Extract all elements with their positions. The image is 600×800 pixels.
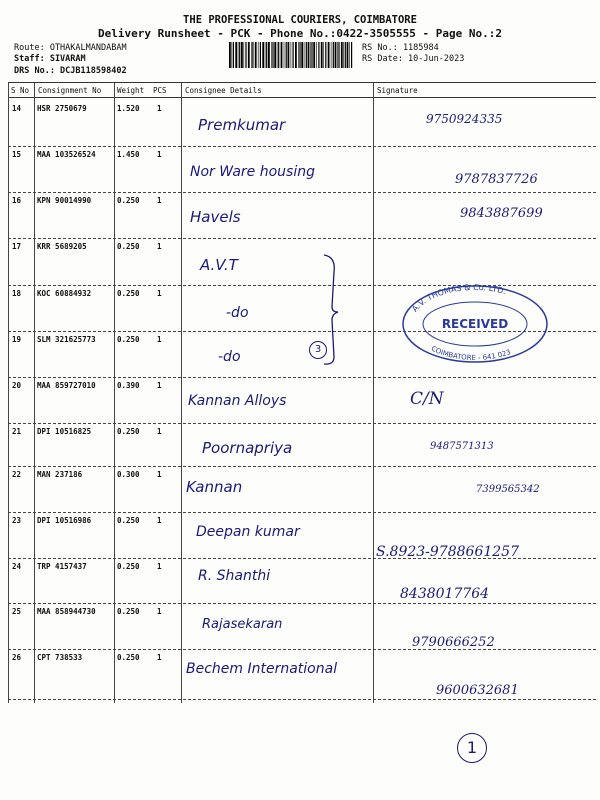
- row-divider: [8, 649, 596, 650]
- barcode-bar: [331, 42, 332, 68]
- row-consignee: A.V.T: [200, 256, 238, 274]
- row-weight: 0.250: [117, 562, 140, 571]
- barcode-bar: [271, 42, 272, 68]
- barcode-bar: [233, 42, 234, 68]
- col-header-sno: S No: [11, 86, 30, 95]
- row-divider: [8, 377, 596, 378]
- barcode-bar: [311, 42, 312, 68]
- row-pcs: 1: [157, 653, 162, 662]
- row-divider: [8, 699, 596, 700]
- barcode-bar: [258, 42, 259, 68]
- row-sno: 15: [12, 150, 22, 159]
- row-signature: C/N: [410, 389, 444, 409]
- row-consignee: Havels: [190, 208, 241, 226]
- stamp-center-text: RECEIVED: [441, 317, 509, 331]
- row-weight: 0.250: [117, 653, 140, 662]
- barcode-bar: [266, 42, 267, 68]
- stamp-top-text: A.V. THOMAS & Co. LTD.: [410, 282, 508, 314]
- barcode-bar: [301, 42, 303, 68]
- barcode-bar: [298, 42, 299, 68]
- row-consignee: Deepan kumar: [196, 524, 300, 540]
- barcode-bar: [288, 42, 290, 68]
- row-pcs: 1: [157, 562, 162, 571]
- barcode-bar: [255, 42, 257, 68]
- row-signature: 7399565342: [476, 484, 540, 495]
- row-divider: [8, 146, 596, 147]
- row-consignee: Bechem International: [186, 661, 338, 677]
- row-consignment-no: DPI 10516825: [37, 427, 92, 436]
- row-consignee: Rajasekaran: [202, 617, 283, 632]
- row-consignee: Poornapriya: [202, 439, 293, 457]
- row-sno: 25: [12, 607, 22, 616]
- row-weight: 0.250: [117, 242, 140, 251]
- row-sno: 14: [12, 104, 22, 113]
- row-weight: 0.250: [117, 196, 140, 205]
- barcode-bar: [278, 42, 279, 68]
- row-consignment-no: DPI 10516986: [37, 516, 92, 525]
- barcode-bar: [235, 42, 237, 68]
- barcode-bar: [229, 42, 231, 68]
- barcode-bar: [232, 42, 233, 68]
- row-signature: 9790666252: [412, 635, 495, 650]
- svg-text:A.V. THOMAS & Co. LTD.: [410, 283, 507, 314]
- barcode-bar: [347, 42, 349, 68]
- row-sno: 17: [12, 242, 22, 251]
- col-header-pcs: PCS: [153, 86, 167, 95]
- row-weight: 0.300: [117, 470, 140, 479]
- row-pcs: 1: [157, 516, 162, 525]
- route-label: Route: OTHAKALMANDABAM: [14, 43, 127, 53]
- barcode-bar: [299, 42, 300, 68]
- row-sno: 22: [12, 470, 22, 479]
- row-consignee: -do: [226, 305, 249, 321]
- barcode-bar: [345, 42, 346, 68]
- col-divider: [181, 83, 182, 703]
- row-pcs: 1: [157, 607, 162, 616]
- row-divider: [8, 603, 596, 604]
- table-top-rule: [8, 82, 596, 83]
- row-consignment-no: HSR 2750679: [37, 104, 87, 113]
- barcode-bar: [238, 42, 239, 68]
- barcode-bar: [313, 42, 315, 68]
- row-sno: 21: [12, 427, 22, 436]
- row-pcs: 1: [157, 289, 162, 298]
- row-consignment-no: SLM 321625773: [37, 335, 96, 344]
- barcode-bar: [286, 42, 287, 68]
- barcode-bar: [341, 42, 343, 68]
- barcode-bar: [328, 42, 330, 68]
- barcode-bar: [310, 42, 311, 68]
- row-divider: [8, 558, 596, 559]
- row-divider: [8, 238, 596, 239]
- row-signature: 9750924335: [426, 112, 503, 126]
- row-consignment-no: KRR 5689205: [37, 242, 87, 251]
- row-divider: [8, 512, 596, 513]
- row-consignment-no: MAA 103526524: [37, 150, 96, 159]
- row-consignee: R. Shanthi: [198, 568, 271, 584]
- row-divider: [8, 466, 596, 467]
- company-title: THE PROFESSIONAL COURIERS, COIMBATORE: [183, 14, 417, 26]
- row-sno: 19: [12, 335, 22, 344]
- row-pcs: 1: [157, 470, 162, 479]
- barcode-bar: [239, 42, 240, 68]
- row-consignee: Nor Ware housing: [190, 164, 315, 180]
- row-consignment-no: MAA 859727010: [37, 381, 96, 390]
- circled-count: 3: [309, 341, 327, 359]
- barcode-bar: [321, 42, 323, 68]
- barcode-bar: [248, 42, 250, 68]
- row-consignment-no: CPT 738533: [37, 653, 83, 662]
- barcode-bar: [291, 42, 292, 68]
- barcode-bar: [265, 42, 266, 68]
- barcode-bar: [281, 42, 283, 68]
- col-divider: [373, 83, 374, 703]
- page-mark: 1: [457, 733, 487, 763]
- barcode-bar: [318, 42, 319, 68]
- drs-number: DRS No.: DCJB118598402: [14, 66, 127, 76]
- barcode-bar: [244, 42, 245, 68]
- row-pcs: 1: [157, 196, 162, 205]
- barcode-bar: [351, 42, 352, 68]
- row-sno: 16: [12, 196, 22, 205]
- row-sno: 18: [12, 289, 22, 298]
- barcode-bar: [245, 42, 246, 68]
- barcode-bar: [295, 42, 297, 68]
- barcode-bar: [349, 42, 350, 68]
- barcode-bar: [335, 42, 337, 68]
- row-weight: 0.250: [117, 289, 140, 298]
- barcode-bar: [343, 42, 344, 68]
- row-pcs: 1: [157, 104, 162, 113]
- row-weight: 0.250: [117, 427, 140, 436]
- row-weight: 0.250: [117, 516, 140, 525]
- barcode-bar: [284, 42, 285, 68]
- row-divider: [8, 192, 596, 193]
- barcode-bar: [241, 42, 243, 68]
- row-consignee: -do: [218, 349, 241, 365]
- col-divider: [34, 83, 35, 703]
- col-header-consignee: Consignee Details: [185, 86, 262, 95]
- barcode-bar: [274, 42, 276, 68]
- row-consignment-no: KPN 90014990: [37, 196, 92, 205]
- row-sno: 20: [12, 381, 22, 390]
- rs-number: RS No.: 1185984: [362, 43, 439, 53]
- barcode-bar: [316, 42, 317, 68]
- row-weight: 1.520: [117, 104, 140, 113]
- row-sno: 26: [12, 653, 22, 662]
- staff-label: Staff: SIVARAM: [14, 54, 86, 64]
- col-divider: [114, 83, 115, 703]
- row-weight: 0.250: [117, 335, 140, 344]
- row-weight: 1.450: [117, 150, 140, 159]
- col-divider: [8, 83, 9, 703]
- col-header-consignment: Consignment No: [38, 86, 102, 95]
- barcode-bar: [293, 42, 294, 68]
- row-pcs: 1: [157, 427, 162, 436]
- row-consignment-no: KOC 60884932: [37, 289, 92, 298]
- row-consignee: Kannan Alloys: [188, 393, 287, 409]
- barcode-bar: [268, 42, 270, 68]
- barcode-bar: [251, 42, 252, 68]
- row-sno: 24: [12, 562, 22, 571]
- row-pcs: 1: [157, 242, 162, 251]
- row-pcs: 1: [157, 381, 162, 390]
- stamp-bottom-text: COIMBATORE - 641 023: [429, 344, 512, 363]
- barcode-bar: [337, 42, 338, 68]
- row-signature: 9600632681: [436, 683, 519, 698]
- barcode-bar: [304, 42, 305, 68]
- barcode-bar: [252, 42, 253, 68]
- col-header-signature: Signature: [377, 86, 418, 95]
- runsheet-subtitle: Delivery Runsheet - PCK - Phone No.:0422-3505555 - Page No.:2: [98, 27, 502, 40]
- barcode-bar: [306, 42, 307, 68]
- row-weight: 0.390: [117, 381, 140, 390]
- row-consignment-no: MAA 858944730: [37, 607, 96, 616]
- row-pcs: 1: [157, 150, 162, 159]
- barcode-bar: [338, 42, 339, 68]
- row-signature: 9843887699: [460, 206, 543, 221]
- barcode-bar: [272, 42, 273, 68]
- row-signature: S.8923-9788661257: [376, 544, 519, 560]
- barcode-bar: [260, 42, 261, 68]
- barcode-bar: [333, 42, 334, 68]
- row-consignment-no: MAN 237186: [37, 470, 83, 479]
- table-header-rule: [8, 97, 596, 98]
- row-signature: 9787837726: [455, 172, 538, 187]
- row-signature: 8438017764: [400, 586, 490, 602]
- barcode-bar: [262, 42, 264, 68]
- barcode-bar: [277, 42, 278, 68]
- barcode-bar: [325, 42, 326, 68]
- row-consignee: Kannan: [186, 478, 243, 496]
- barcode-bar: [308, 42, 310, 68]
- row-signature: 9487571313: [430, 441, 494, 452]
- row-sno: 23: [12, 516, 22, 525]
- row-weight: 0.250: [117, 607, 140, 616]
- received-stamp: [400, 282, 550, 364]
- col-header-weight: Weight: [117, 86, 145, 95]
- barcode-bar: [323, 42, 324, 68]
- row-pcs: 1: [157, 335, 162, 344]
- row-consignee: Premkumar: [198, 116, 286, 134]
- rs-date: RS Date: 10-Jun-2023: [362, 54, 465, 64]
- row-consignment-no: TRP 4157437: [37, 562, 87, 571]
- barcode: [229, 42, 354, 68]
- row-divider: [8, 423, 596, 424]
